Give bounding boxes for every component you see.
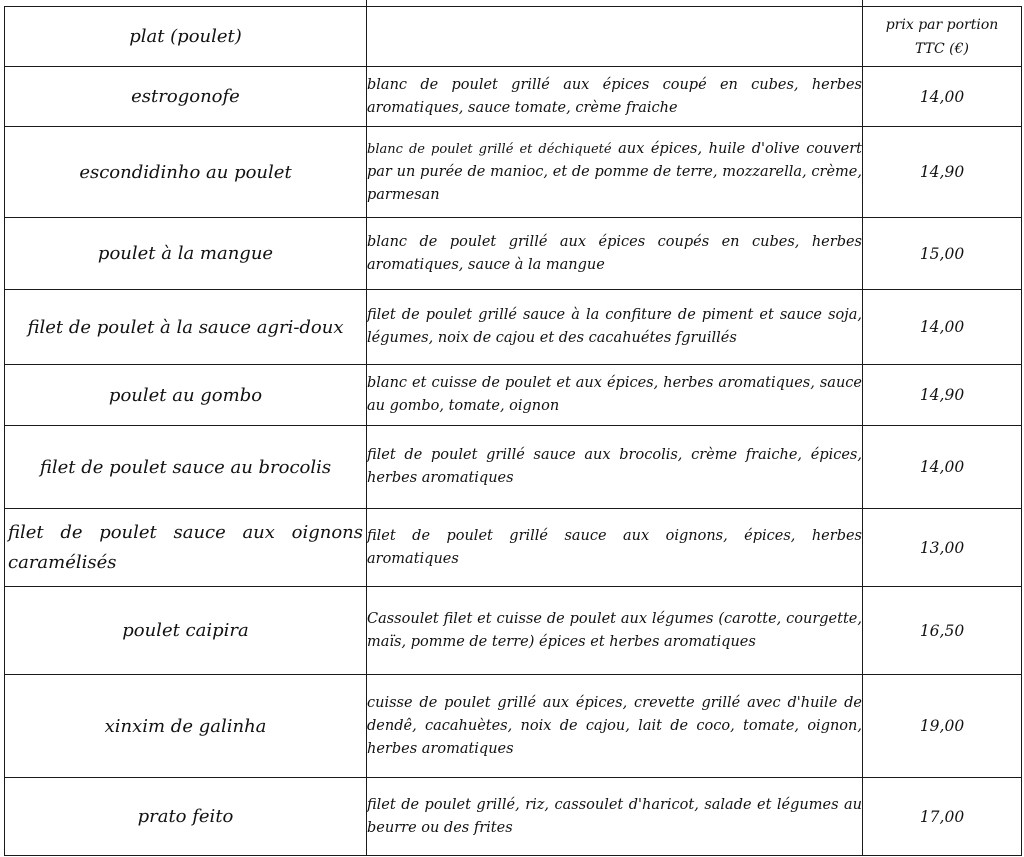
dish-name: filet de poulet à la sauce agri-doux bbox=[5, 290, 367, 365]
table-row bbox=[5, 675, 1022, 778]
dish-name: poulet caipira bbox=[5, 587, 367, 675]
table-row bbox=[5, 67, 1022, 127]
dish-price: 14,00 bbox=[863, 426, 1022, 509]
dish-name: estrogonofe bbox=[5, 67, 367, 127]
table-header-row bbox=[5, 7, 1022, 67]
header-dish: plat (poulet) bbox=[5, 7, 367, 67]
dish-price: 16,50 bbox=[863, 587, 1022, 675]
table-row bbox=[5, 509, 1022, 587]
table-row bbox=[5, 365, 1022, 426]
header-description bbox=[367, 7, 863, 67]
dish-name: filet de poulet sauce au brocolis bbox=[5, 426, 367, 509]
dish-price: 14,90 bbox=[863, 365, 1022, 426]
dish-price: 19,00 bbox=[863, 675, 1022, 778]
dish-description-small: blanc de poulet grillé et déchiqueté bbox=[367, 141, 612, 157]
dish-name: escondidinho au poulet bbox=[5, 127, 367, 218]
dish-name: poulet au gombo bbox=[5, 365, 367, 426]
table-row bbox=[5, 426, 1022, 509]
dish-description: Cassoulet filet et cuisse de poulet aux légumes (carotte, courgette, maïs, pomme de terre) épices et herbes aromatiques bbox=[367, 587, 863, 675]
dish-description: blanc de poulet grillé aux épices coupé en cubes, herbes aromatiques, sauce tomate, crème fraiche bbox=[367, 67, 863, 127]
table-row bbox=[5, 587, 1022, 675]
dish-description: filet de poulet grillé, riz, cassoulet d'haricot, salade et légumes au beurre ou des frites bbox=[367, 778, 863, 856]
table-row bbox=[5, 290, 1022, 365]
dish-description-rest: aux épices, huile d'olive couvert par un purée de manioc, et de pomme de terre, mozzarella, crème, parmesan bbox=[367, 140, 862, 203]
dish-price: 14,00 bbox=[863, 67, 1022, 127]
dish-description: filet de poulet grillé sauce aux brocolis, crème fraiche, épices, herbes aromatiques bbox=[367, 426, 863, 509]
header-price-line2: TTC (€) bbox=[915, 40, 969, 57]
dish-name: filet de poulet sauce aux oignons caramélisés bbox=[5, 509, 367, 587]
dish-name: poulet à la mangue bbox=[5, 218, 367, 290]
table-row bbox=[5, 778, 1022, 856]
header-price-line1: prix par portion bbox=[885, 16, 999, 33]
table-row bbox=[5, 127, 1022, 218]
dish-price: 13,00 bbox=[863, 509, 1022, 587]
dish-description: filet de poulet grillé sauce à la confiture de piment et sauce soja, légumes, noix de cajou et des cacahuétes fgruillés bbox=[367, 290, 863, 365]
table-row bbox=[5, 218, 1022, 290]
dish-price: 14,00 bbox=[863, 290, 1022, 365]
dish-description: blanc de poulet grillé aux épices coupés en cubes, herbes aromatiques, sauce à la mangue bbox=[367, 218, 863, 290]
dish-name: prato feito bbox=[5, 778, 367, 856]
dish-price: 14,90 bbox=[863, 127, 1022, 218]
menu-table bbox=[4, 6, 1022, 856]
dish-description: blanc et cuisse de poulet et aux épices, herbes aromatiques, sauce au gombo, tomate, oignon bbox=[367, 365, 863, 426]
dish-description bbox=[367, 127, 863, 218]
dish-description: cuisse de poulet grillé aux épices, crevette grillé avec d'huile de dendê, cacahuètes, noix de cajou, lait de coco, tomate, oignon, herbes aromatiques bbox=[367, 675, 863, 778]
dish-name: xinxim de galinha bbox=[5, 675, 367, 778]
header-price bbox=[863, 7, 1022, 67]
dish-description: filet de poulet grillé sauce aux oignons, épices, herbes aromatiques bbox=[367, 509, 863, 587]
dish-price: 17,00 bbox=[863, 778, 1022, 856]
dish-price: 15,00 bbox=[863, 218, 1022, 290]
